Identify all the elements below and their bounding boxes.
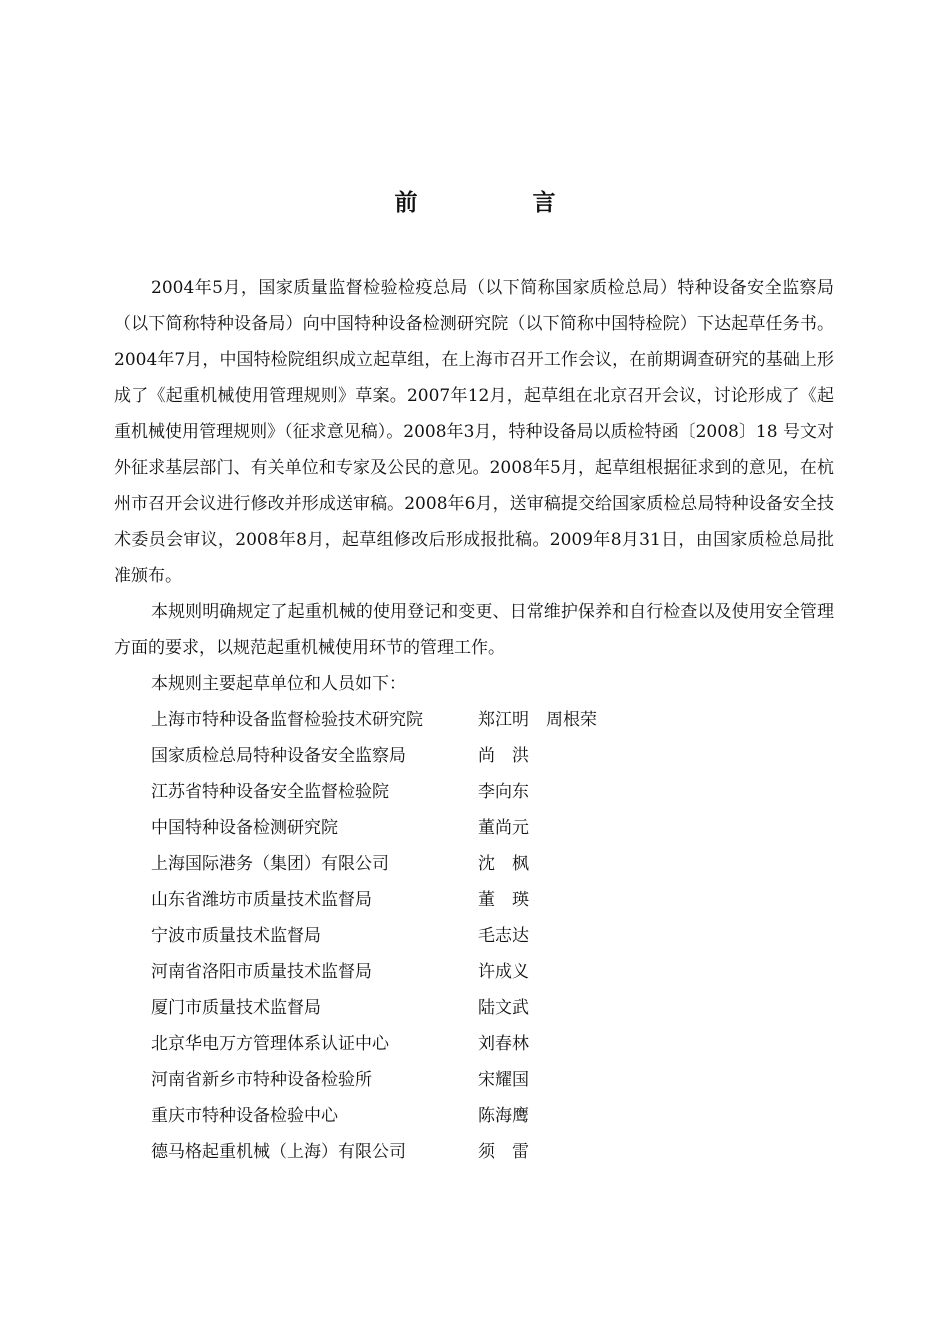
paragraph-scope: 本规则明确规定了起重机械的使用登记和变更、日常维护保养和自行检查以及使用安全管理方面的要求，以规范起重机械使用环节的管理工作。 — [114, 602, 834, 658]
drafter-org: 中国特种设备检测研究院 — [151, 818, 338, 838]
drafter-names: 陆文武 — [478, 998, 529, 1018]
drafter-row — [114, 738, 834, 774]
drafter-list — [114, 702, 834, 1170]
drafter-names: 郑江明 周根荣 — [478, 710, 597, 730]
drafter-row — [114, 1098, 834, 1134]
drafter-names: 董尚元 — [478, 818, 529, 838]
drafter-org: 江苏省特种设备安全监督检验院 — [151, 782, 389, 802]
drafter-org: 宁波市质量技术监督局 — [151, 926, 321, 946]
drafter-org: 河南省洛阳市质量技术监督局 — [151, 962, 372, 982]
drafter-row — [114, 1026, 834, 1062]
drafter-row — [114, 702, 834, 738]
drafter-row — [114, 846, 834, 882]
drafter-names: 董 瑛 — [478, 890, 529, 910]
drafter-org: 河南省新乡市特种设备检验所 — [151, 1070, 372, 1090]
drafter-row — [114, 882, 834, 918]
drafter-names: 沈 枫 — [478, 854, 529, 874]
drafter-names: 陈海鹰 — [478, 1106, 529, 1126]
drafter-org: 上海市特种设备监督检验技术研究院 — [151, 710, 423, 730]
paragraph-history: 2004年5月，国家质量监督检验检疫总局（以下简称国家质检总局）特种设备安全监察局（以下简称特种设备局）向中国特种设备检测研究院（以下简称中国特检院）下达起草任务书。2004年7月，中国特检院组织成立起草组，在上海市召开工作会议，在前期调查研究的基础上形成了《起重机械使用管理规则》草案。2007年12月，起草组在北京召开会议，讨论形成了《起重机械使用管理规则》（征求意见稿）。2008年3月，特种设备局以质检特函〔2008〕18 号文对外征求基层部门、有关单位和专家及公民的意见。2008年5月，起草组根据征求到的意见，在杭州市召开会议进行修改并形成送审稿。2008年6月，送审稿提交给国家质检总局特种设备安全技术委员会审议，2008年8月，起草组修改后形成报批稿。2009年8月31日，由国家质检总局批准颁布。 — [114, 278, 834, 586]
drafter-row — [114, 810, 834, 846]
drafter-names: 须 雷 — [478, 1142, 529, 1162]
drafter-org: 重庆市特种设备检验中心 — [151, 1106, 338, 1126]
drafter-row — [114, 918, 834, 954]
drafter-org: 山东省潍坊市质量技术监督局 — [151, 890, 372, 910]
drafter-row — [114, 954, 834, 990]
drafter-row — [114, 1134, 834, 1170]
drafter-org: 厦门市质量技术监督局 — [151, 998, 321, 1018]
drafter-names: 毛志达 — [478, 926, 529, 946]
document-body — [114, 270, 834, 1170]
drafter-org: 北京华电万方管理体系认证中心 — [151, 1034, 389, 1054]
drafter-names: 尚 洪 — [478, 746, 529, 766]
drafter-org: 国家质检总局特种设备安全监察局 — [151, 746, 406, 766]
paragraph-drafters-intro: 本规则主要起草单位和人员如下： — [151, 674, 406, 694]
drafter-org: 上海国际港务（集团）有限公司 — [151, 854, 389, 874]
drafter-org: 德马格起重机械（上海）有限公司 — [151, 1142, 406, 1162]
drafter-row — [114, 1062, 834, 1098]
drafter-names: 宋耀国 — [478, 1070, 529, 1090]
drafter-row — [114, 774, 834, 810]
drafter-names: 李向东 — [478, 782, 529, 802]
drafter-names: 刘春林 — [478, 1034, 529, 1054]
drafter-names: 许成义 — [478, 962, 529, 982]
drafter-row — [114, 990, 834, 1026]
page-title: 前 言 — [394, 190, 602, 216]
